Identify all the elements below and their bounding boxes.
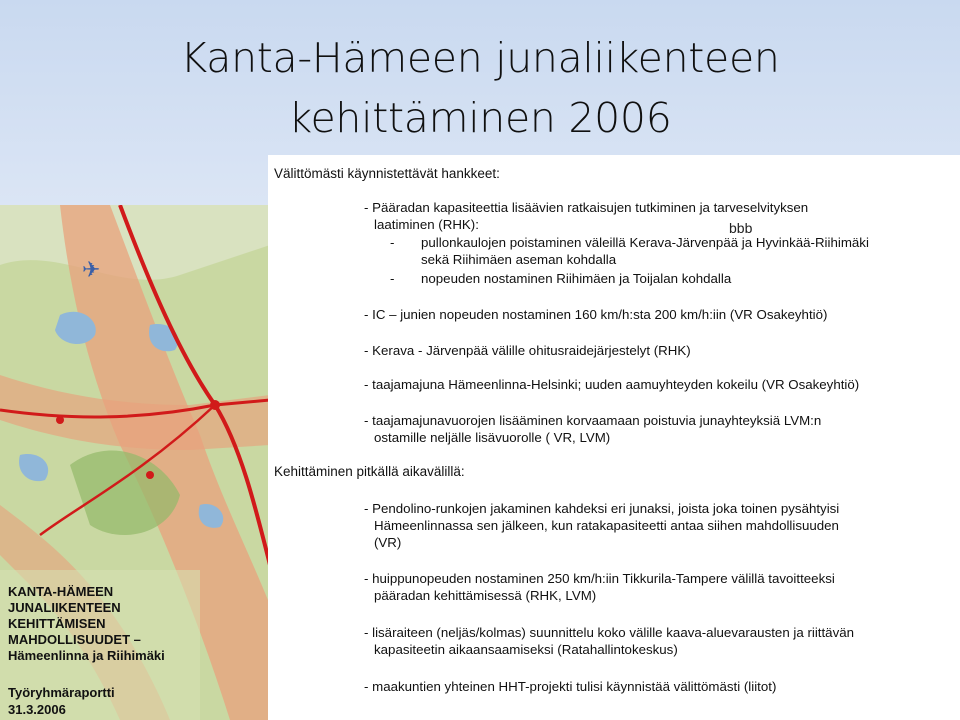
list-item — [364, 678, 956, 695]
heading-immediate-projects: Välittömästi käynnistettävät hankkeet: — [274, 166, 500, 181]
item-text: sekä Riihimäen aseman kohdalla — [421, 252, 617, 267]
title-line-1: Kanta-Hämeen junaliikenteen — [180, 34, 780, 82]
document-panel — [268, 155, 960, 720]
sub-list-item — [390, 234, 958, 268]
dash-marker: - — [390, 271, 395, 286]
list-item — [364, 199, 956, 233]
map-caption-line: KEHITTÄMISEN — [8, 616, 106, 631]
svg-text:✈: ✈ — [82, 258, 101, 283]
item-text: pullonkaulojen poistaminen väleillä Kerava-Järvenpää ja Hyvinkää-Riihimäki — [421, 235, 869, 250]
item-text: - huippunopeuden nostaminen 250 km/h:iin Tikkurila-Tampere välillä tavoitteeksi — [364, 571, 835, 586]
item-text: ostamille neljälle lisävuorolle ( VR, LVM) — [374, 430, 611, 445]
list-item — [364, 376, 956, 393]
item-text: - IC – junien nopeuden nostaminen 160 km/h:sta 200 km/h:iin (VR Osakeyhtiö) — [364, 307, 828, 322]
slide-title — [0, 28, 960, 148]
heading-long-term: Kehittäminen pitkällä aikavälillä: — [274, 464, 465, 479]
list-item — [364, 342, 956, 359]
map-caption-line: MAHDOLLISUUDET – — [8, 632, 141, 647]
title-line-2: kehittäminen 2006 — [288, 94, 672, 142]
item-text: Hämeenlinnassa sen jälkeen, kun ratakapasiteetti antaa siihen mahdollisuuden — [374, 518, 839, 533]
list-item — [364, 412, 956, 446]
list-item — [364, 306, 956, 323]
map-footer — [8, 684, 115, 718]
item-text: - Pendolino-runkojen jakaminen kahdeksi eri junaksi, joista joka toinen pysähtyisi — [364, 501, 840, 516]
item-text: kapasiteetin aikaansaamiseksi (Ratahallintokeskus) — [374, 642, 678, 657]
item-text: - taajamajuna Hämeenlinna-Helsinki; uuden aamuyhteyden kokeilu (VR Osakeyhtiö) — [364, 377, 860, 392]
item-text: pääradan kehittämisessä (RHK, LVM) — [374, 588, 597, 603]
map-caption-line: Hämeenlinna ja Riihimäki — [8, 648, 165, 663]
dash-marker: - — [390, 235, 395, 250]
item-text: - Kerava - Järvenpää välille ohitusraidejärjestelyt (RHK) — [364, 343, 691, 358]
report-label: Työryhmäraportti — [8, 685, 115, 700]
item-text: - taajamajunavuorojen lisääminen korvaamaan poistuvia junayhteyksiä LVM:n — [364, 413, 822, 428]
overlay-stamp-text: bbb — [729, 220, 753, 236]
map-caption-line: JUNALIIKENTEEN — [8, 600, 121, 615]
item-text: nopeuden nostaminen Riihimäen ja Toijalan kohdalla — [421, 271, 732, 286]
item-text: - Pääradan kapasiteettia lisäävien ratkaisujen tutkiminen ja tarveselvityksen — [364, 200, 809, 215]
report-date: 31.3.2006 — [8, 702, 66, 717]
map-caption — [8, 584, 198, 664]
sub-list-item — [390, 270, 958, 287]
map-caption-line: KANTA-HÄMEEN — [8, 584, 114, 599]
list-item — [364, 570, 956, 604]
list-item — [364, 500, 956, 551]
list-item — [364, 624, 956, 658]
item-text: (VR) — [374, 535, 402, 550]
item-text: laatiminen (RHK): — [374, 217, 479, 232]
item-text: - lisäraiteen (neljäs/kolmas) suunnittelu koko välille kaava-aluevarausten ja riittävän — [364, 625, 855, 640]
item-text: - maakuntien yhteinen HHT-projekti tulisi käynnistää välittömästi (liitot) — [364, 679, 777, 694]
